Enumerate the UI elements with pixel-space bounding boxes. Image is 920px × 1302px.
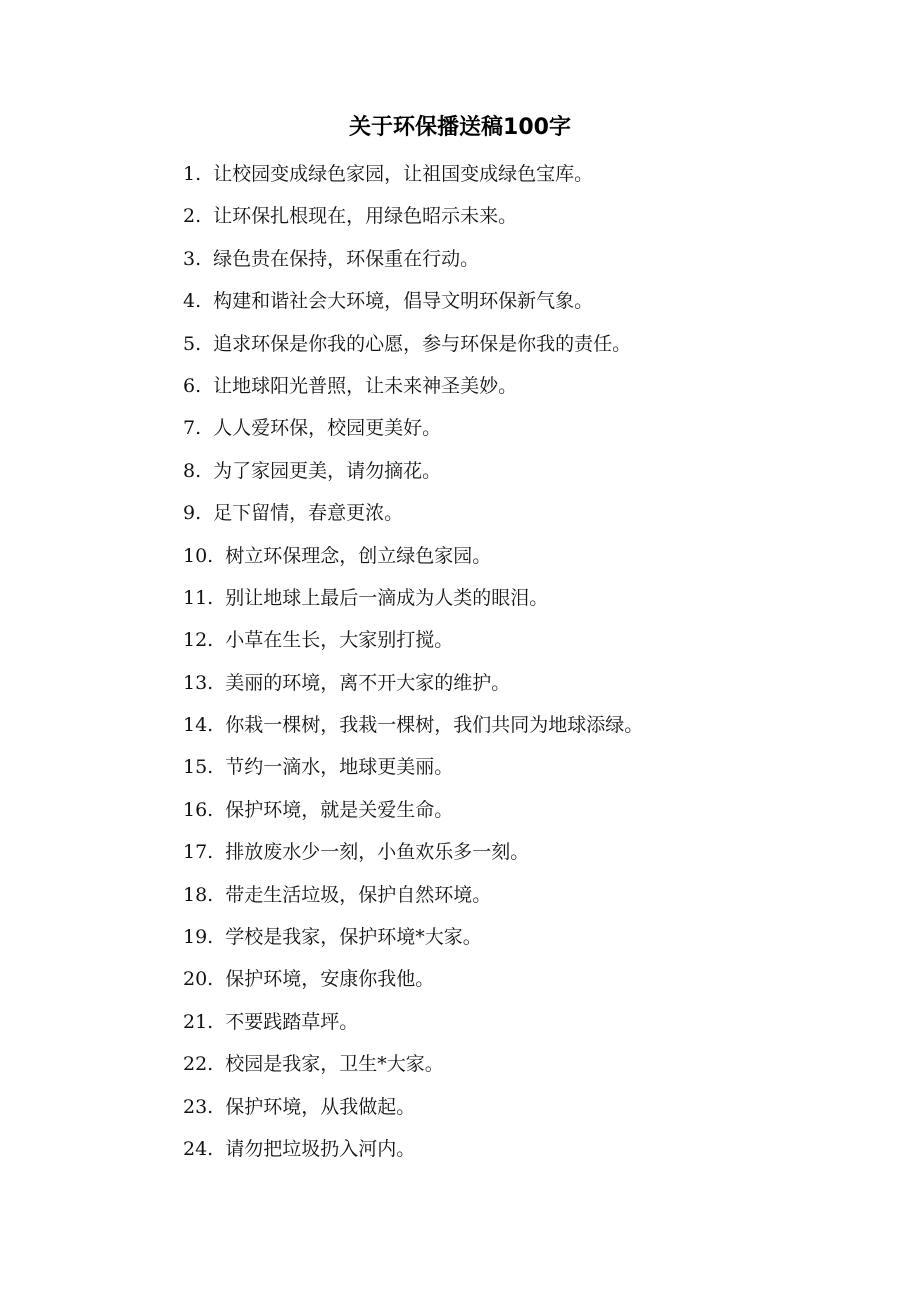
slogan-text: 你栽一棵树，我栽一棵树，我们共同为地球添绿。 xyxy=(225,714,644,737)
slogan-number: 13. xyxy=(183,671,214,694)
slogan-text: 带走生活垃圾，保护自然环境。 xyxy=(225,883,492,906)
slogan-text: 追求环保是你我的心愿，参与环保是你我的责任。 xyxy=(213,332,632,355)
slogan-item xyxy=(183,1006,643,1048)
slogan-item xyxy=(183,540,643,582)
slogan-text: 节约一滴水，地球更美丽。 xyxy=(225,756,454,779)
slogan-item xyxy=(183,624,643,666)
slogan-number: 11. xyxy=(183,586,214,609)
slogan-text: 请勿把垃圾扔入河内。 xyxy=(225,1137,416,1160)
slogan-item xyxy=(183,455,643,497)
slogan-text: 别让地球上最后一滴成为人类的眼泪。 xyxy=(225,586,549,609)
slogan-item xyxy=(183,751,643,793)
slogan-item xyxy=(183,285,643,327)
slogan-list xyxy=(183,158,643,1175)
slogan-number: 23. xyxy=(183,1095,214,1118)
slogan-item xyxy=(183,879,643,921)
slogan-number: 4. xyxy=(183,290,202,313)
slogan-text: 足下留情，春意更浓。 xyxy=(213,502,404,525)
slogan-text: 排放废水少一刻，小鱼欢乐多一刻。 xyxy=(225,841,530,864)
slogan-number: 9. xyxy=(183,502,202,525)
slogan-number: 16. xyxy=(183,798,214,821)
slogan-text: 让地球阳光普照，让未来神圣美妙。 xyxy=(213,374,518,397)
slogan-text: 不要践踏草坪。 xyxy=(225,1010,359,1033)
slogan-item xyxy=(183,158,643,200)
slogan-number: 17. xyxy=(183,841,214,864)
slogan-text: 保护环境，从我做起。 xyxy=(225,1095,416,1118)
slogan-number: 24. xyxy=(183,1137,214,1160)
slogan-item xyxy=(183,963,643,1005)
slogan-number: 10. xyxy=(183,544,214,567)
slogan-text: 让环保扎根现在，用绿色昭示未来。 xyxy=(213,205,518,228)
slogan-number: 12. xyxy=(183,629,214,652)
slogan-item xyxy=(183,1091,643,1133)
slogan-item xyxy=(183,497,643,539)
slogan-item xyxy=(183,370,643,412)
slogan-item xyxy=(183,709,643,751)
slogan-text: 让校园变成绿色家园，让祖国变成绿色宝库。 xyxy=(213,163,594,185)
slogan-number: 1. xyxy=(183,163,202,185)
slogan-item xyxy=(183,200,643,242)
slogan-item xyxy=(183,412,643,454)
slogan-item xyxy=(183,582,643,624)
document-title: 关于环保播送稿100字 xyxy=(349,115,571,140)
slogan-item xyxy=(183,1048,643,1090)
slogan-number: 19. xyxy=(183,926,214,949)
slogan-number: 15. xyxy=(183,756,214,779)
slogan-item xyxy=(183,794,643,836)
slogan-text: 校园是我家，卫生*大家。 xyxy=(225,1053,444,1076)
slogan-text: 保护环境，安康你我他。 xyxy=(225,968,435,991)
slogan-number: 6. xyxy=(183,374,202,397)
slogan-item xyxy=(183,921,643,963)
slogan-number: 22. xyxy=(183,1053,214,1076)
slogan-text: 保护环境，就是关爱生命。 xyxy=(225,798,454,821)
slogan-number: 7. xyxy=(183,417,202,440)
slogan-text: 小草在生长，大家别打搅。 xyxy=(225,629,454,652)
slogan-item xyxy=(183,328,643,370)
slogan-text: 美丽的环境，离不开大家的维护。 xyxy=(225,671,511,694)
slogan-item xyxy=(183,836,643,878)
slogan-text: 人人爱环保，校园更美好。 xyxy=(213,417,442,440)
slogan-number: 2. xyxy=(183,205,202,228)
slogan-number: 5. xyxy=(183,332,202,355)
slogan-number: 21. xyxy=(183,1010,214,1033)
slogan-text: 树立环保理念，创立绿色家园。 xyxy=(225,544,492,567)
slogan-number: 8. xyxy=(183,459,202,482)
slogan-number: 20. xyxy=(183,968,214,991)
slogan-item xyxy=(183,1133,643,1175)
slogan-number: 3. xyxy=(183,247,202,270)
slogan-text: 绿色贵在保持，环保重在行动。 xyxy=(213,247,480,270)
slogan-text: 构建和谐社会大环境，倡导文明环保新气象。 xyxy=(213,290,594,313)
slogan-item xyxy=(183,667,643,709)
slogan-text: 为了家园更美，请勿摘花。 xyxy=(213,459,442,482)
slogan-number: 14. xyxy=(183,714,214,737)
slogan-text: 学校是我家，保护环境*大家。 xyxy=(225,926,482,949)
slogan-item xyxy=(183,243,643,285)
slogan-number: 18. xyxy=(183,883,214,906)
